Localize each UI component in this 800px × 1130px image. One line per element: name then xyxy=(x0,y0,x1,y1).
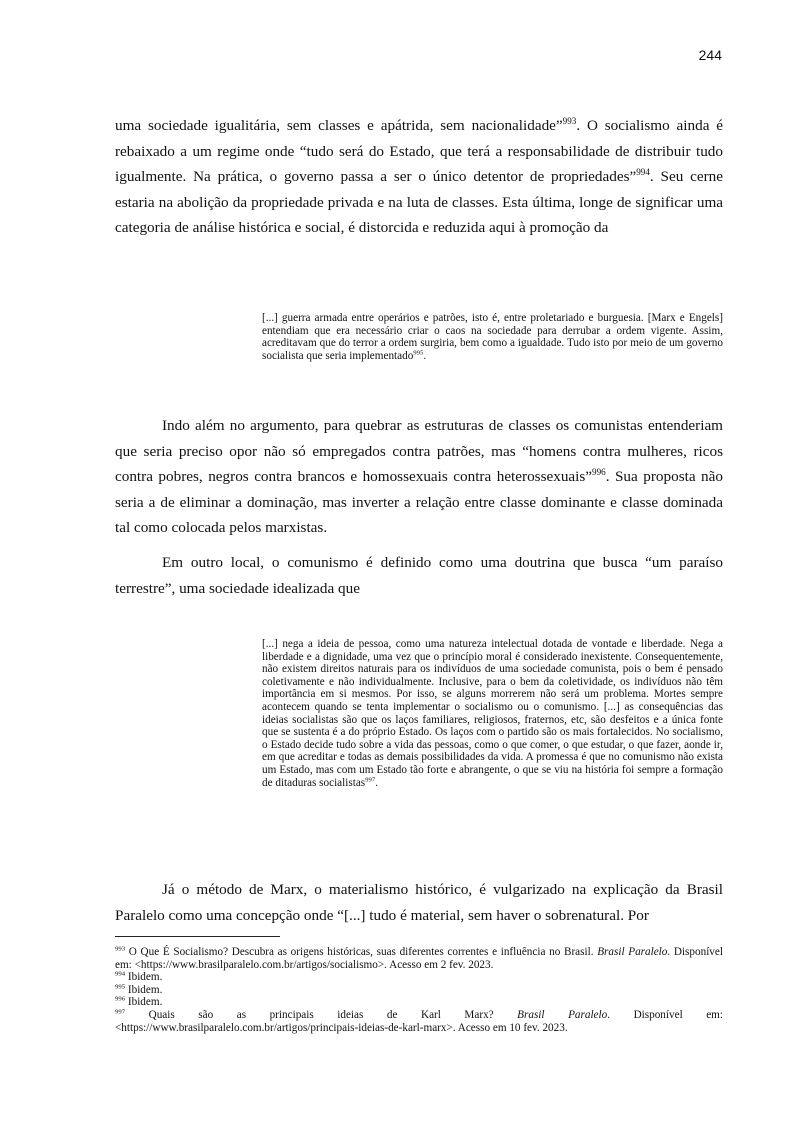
footnote-number: 996 xyxy=(115,995,126,1003)
footnote-997-continuation: <https://www.brasilparalelo.com.br/artigos/principais-ideias-de-karl-marx>. Acesso em 10 fev. 2023. xyxy=(115,1021,568,1034)
block-quote-2 xyxy=(262,638,723,789)
footnote-text: . Disponível em: xyxy=(607,1008,723,1021)
footnote-994 xyxy=(115,971,723,984)
paragraph-1-part-a: uma sociedade igualitária, sem classes e apátrida, sem nacionalidade” xyxy=(115,117,563,134)
footnote-993 xyxy=(115,946,723,971)
footnote-source: Brasil Paralelo xyxy=(597,946,668,958)
paragraph-3 xyxy=(115,550,723,601)
footnote-ref-997[interactable]: 997 xyxy=(365,775,376,783)
paragraph-4-text: Já o método de Marx, o materialismo histórico, é vulgarizado na explicação da Brasil Paralelo como uma concepção onde “[...] tudo é material, sem haver o sobrenatural. Por xyxy=(115,881,723,924)
footnote-text: . Disponível em: <https://www.brasilparalelo.com.br/artigos/socialismo>. Acesso em 2 fev. 2023. xyxy=(115,946,723,971)
paragraph-2-part-a: Indo além no argumento, para quebrar as estruturas de classes os comunistas entenderiam que seria preciso opor não só empregados contra patrões, mas “homens contra mulheres, ricos contra pobres, negros contra brancos e homossexuais contra heterossexuais” xyxy=(115,417,723,486)
footnote-text: Ibidem. xyxy=(125,971,163,984)
block-quote-1-end: . xyxy=(423,349,427,362)
paragraph-1-part-c: . Seu cerne estaria na abolição da propriedade privada e na luta de classes. Esta última, longe de significar uma categoria de análise histórica e social, é distorcida e reduzida aqui à promoção da xyxy=(115,168,723,237)
footnote-number: 993 xyxy=(115,945,126,953)
footnote-text: Ibidem. xyxy=(125,983,163,996)
footnote-ref-993[interactable]: 993 xyxy=(562,115,577,126)
paragraph-1 xyxy=(115,113,723,241)
footnote-text: Ibidem. xyxy=(125,996,163,1009)
block-quote-1 xyxy=(262,312,723,362)
footnote-996 xyxy=(115,996,723,1009)
block-quote-1-text: [...] guerra armada entre operários e patrões, isto é, entre proletariado e burguesia. [Marx e Engels] entendiam que era necessário criar o caos na sociedade para derrubar a ordem vigente. Assim, acreditavam que do terror a ordem surgiria, bem como a igualdade. Tudo isto por meio de um governo socialista que seria implementado xyxy=(262,312,723,362)
paragraph-2-part-b: . Sua proposta não seria a de eliminar a dominação, mas inverter a relação entre classe dominante e classe dominada tal como colocada pelos marxistas. xyxy=(115,468,723,537)
paragraph-1-part-b: . O socialismo ainda é rebaixado a um regime onde “tudo será do Estado, que terá a responsabilidade de distribuir tudo igualmente. Na prática, o governo passa a ser o único detentor de propriedades” xyxy=(115,117,724,186)
page-number: 244 xyxy=(698,47,722,63)
footnote-number: 994 xyxy=(115,970,126,978)
block-quote-2-text: [...] nega a ideia de pessoa, como uma natureza intelectual dotada de vontade e liberdade. Nega a liberdade e a dignidade, uma vez que o princípio moral é considerado inexistente. Consequentemente, não existem direitos naturais para os indivíduos de uma sociedade comunista, pois o bem é pensado coletivamente e não individualmente. Inclusive, para o bem da coletividade, os indivíduos não têm importância em si mesmos. Por isso, se alguns morrerem não será um problema. Mortes sempre acontecem quando se tenta implementar o socialismo ou o comunismo. [...] as consequências das ideias socialistas são que os laços familiares, religiosos, fraternos, etc, são desfeitos e a única fonte que se sustenta é a do próprio Estado. Os laços com o partido são os mais fortalecidos. No socialismo, o Estado decide tudo sobre a vida das pessoas, como o que comer, o que estudar, o que fazer, aonde ir, em que acreditar e todas as demais possibilidades da vida. A promessa é que no comunismo não exista um Estado, mas com um Estado tão forte e abrangente, o que se viu na história foi sempre a formação de ditaduras socialistas xyxy=(262,638,723,789)
paragraph-2 xyxy=(115,413,723,541)
footnote-ref-996[interactable]: 996 xyxy=(592,467,606,478)
block-quote-2-end: . xyxy=(375,776,379,789)
footnote-text: O Que É Socialismo? Descubra as origens históricas, suas diferentes correntes e influência no Brasil. xyxy=(125,946,598,958)
footnote-text: Quais são as principais ideias de Karl Marx? xyxy=(125,1008,518,1021)
footnotes xyxy=(115,946,723,1034)
footnote-number: 997 xyxy=(115,1008,126,1016)
paragraph-4 xyxy=(115,877,723,928)
paragraph-3-text: Em outro local, o comunismo é definido como uma doutrina que busca “um paraíso terrestre”, uma sociedade idealizada que xyxy=(115,554,723,597)
footnote-997 xyxy=(115,1009,723,1022)
footnote-source: Brasil Paralelo xyxy=(517,1008,608,1021)
footnote-number: 995 xyxy=(115,983,126,991)
footnote-ref-995[interactable]: 995 xyxy=(413,349,424,357)
footnote-separator xyxy=(115,936,280,937)
footnote-995 xyxy=(115,984,723,997)
footnote-ref-994[interactable]: 994 xyxy=(636,167,650,178)
